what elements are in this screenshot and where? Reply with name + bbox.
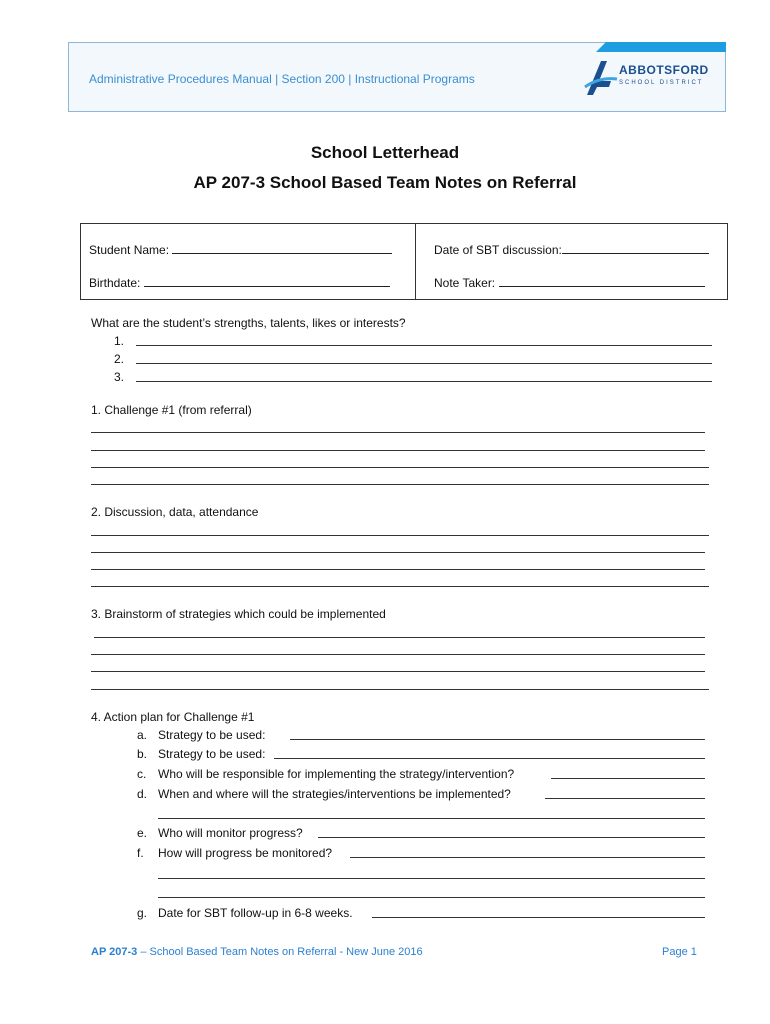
challenge-line[interactable] xyxy=(91,467,709,468)
birthdate-label: Birthdate: xyxy=(89,276,141,290)
action-item-marker: d. xyxy=(137,787,148,801)
brainstorm-line[interactable] xyxy=(91,689,709,690)
responsible-line[interactable] xyxy=(551,778,705,779)
strength-line-3[interactable] xyxy=(136,381,712,382)
student-name-blank[interactable] xyxy=(172,241,392,254)
action-item-f-label: How will progress be monitored? xyxy=(158,846,333,860)
discussion-line[interactable] xyxy=(91,586,709,587)
brainstorm-line[interactable] xyxy=(94,637,705,638)
student-name-field[interactable] xyxy=(89,241,392,257)
action-item-b-label: Strategy to be used: xyxy=(158,747,266,761)
logo-wordmark: ABBOTSFORD xyxy=(619,63,709,77)
action-item-d-label: When and where will the strategies/interventions be implemented? xyxy=(158,787,511,801)
document-title: AP 207-3 School Based Team Notes on Referral xyxy=(193,173,577,192)
action-item-e-label: Who will monitor progress? xyxy=(158,826,303,840)
action-item-marker: g. xyxy=(137,906,148,920)
birthdate-field[interactable] xyxy=(89,274,390,290)
challenge-line[interactable] xyxy=(91,450,705,451)
action-item-g-label: Date for SBT follow-up in 6-8 weeks. xyxy=(158,906,353,920)
action-item-marker: a. xyxy=(137,728,148,742)
logo-subtitle: SCHOOL DISTRICT xyxy=(619,80,704,86)
brainstorm-heading: 3. Brainstorm of strategies which could be implemented xyxy=(91,607,386,621)
action-item-c-label: Who will be responsible for implementing the strategy/intervention? xyxy=(158,767,515,781)
footer-code: AP 207-3 xyxy=(91,946,138,958)
letterhead-title: School Letterhead xyxy=(310,143,460,162)
page-number: Page 1 xyxy=(662,946,697,958)
monitor-line[interactable] xyxy=(318,837,705,838)
strengths-question: What are the student’s strengths, talents, likes or interests? xyxy=(91,316,406,330)
info-divider xyxy=(415,224,416,299)
follow-up-line[interactable] xyxy=(372,917,705,918)
progress-line[interactable] xyxy=(158,897,705,898)
progress-line[interactable] xyxy=(158,878,705,879)
birthdate-blank[interactable] xyxy=(144,274,390,287)
action-plan-heading: 4. Action plan for Challenge #1 xyxy=(91,710,255,724)
action-item-marker: c. xyxy=(137,767,147,781)
brainstorm-line[interactable] xyxy=(91,654,705,655)
action-item-a-label: Strategy to be used: xyxy=(158,728,266,742)
strength-line-2[interactable] xyxy=(136,363,712,364)
header-band xyxy=(68,42,726,112)
discussion-line[interactable] xyxy=(91,535,709,536)
header-accent-bar xyxy=(596,42,726,52)
challenge-line[interactable] xyxy=(91,432,705,433)
discussion-line[interactable] xyxy=(91,569,705,570)
strength-item-number: 3. xyxy=(114,370,125,384)
strength-line-1[interactable] xyxy=(136,345,712,346)
sbt-date-field[interactable] xyxy=(434,241,709,257)
abbotsford-a-icon xyxy=(583,57,619,101)
when-where-line[interactable] xyxy=(545,798,705,799)
strategy-b-line[interactable] xyxy=(274,758,705,759)
footer-description: – School Based Team Notes on Referral - New June 2016 xyxy=(137,946,423,958)
strategy-a-line[interactable] xyxy=(290,739,705,740)
challenge-line[interactable] xyxy=(91,484,709,485)
discussion-heading: 2. Discussion, data, attendance xyxy=(91,505,259,519)
district-logo xyxy=(583,57,723,101)
note-taker-label: Note Taker: xyxy=(434,276,496,290)
student-name-label: Student Name: xyxy=(89,243,170,257)
footer-reference xyxy=(91,946,423,958)
brainstorm-line[interactable] xyxy=(91,671,705,672)
sbt-date-blank[interactable] xyxy=(562,241,709,254)
action-item-marker: f. xyxy=(137,846,144,860)
when-where-line[interactable] xyxy=(158,818,705,819)
challenge-heading: 1. Challenge #1 (from referral) xyxy=(91,403,252,417)
action-item-marker: b. xyxy=(137,747,148,761)
action-item-marker: e. xyxy=(137,826,148,840)
student-info-box xyxy=(80,223,728,300)
sbt-date-label: Date of SBT discussion: xyxy=(434,243,562,257)
discussion-line[interactable] xyxy=(91,552,705,553)
strength-item-number: 1. xyxy=(114,334,125,348)
header-text: Administrative Procedures Manual | Section 200 | Instructional Programs xyxy=(89,72,475,86)
strength-item-number: 2. xyxy=(114,352,125,366)
progress-line[interactable] xyxy=(350,857,705,858)
note-taker-field[interactable] xyxy=(434,274,705,290)
note-taker-blank[interactable] xyxy=(499,274,705,287)
